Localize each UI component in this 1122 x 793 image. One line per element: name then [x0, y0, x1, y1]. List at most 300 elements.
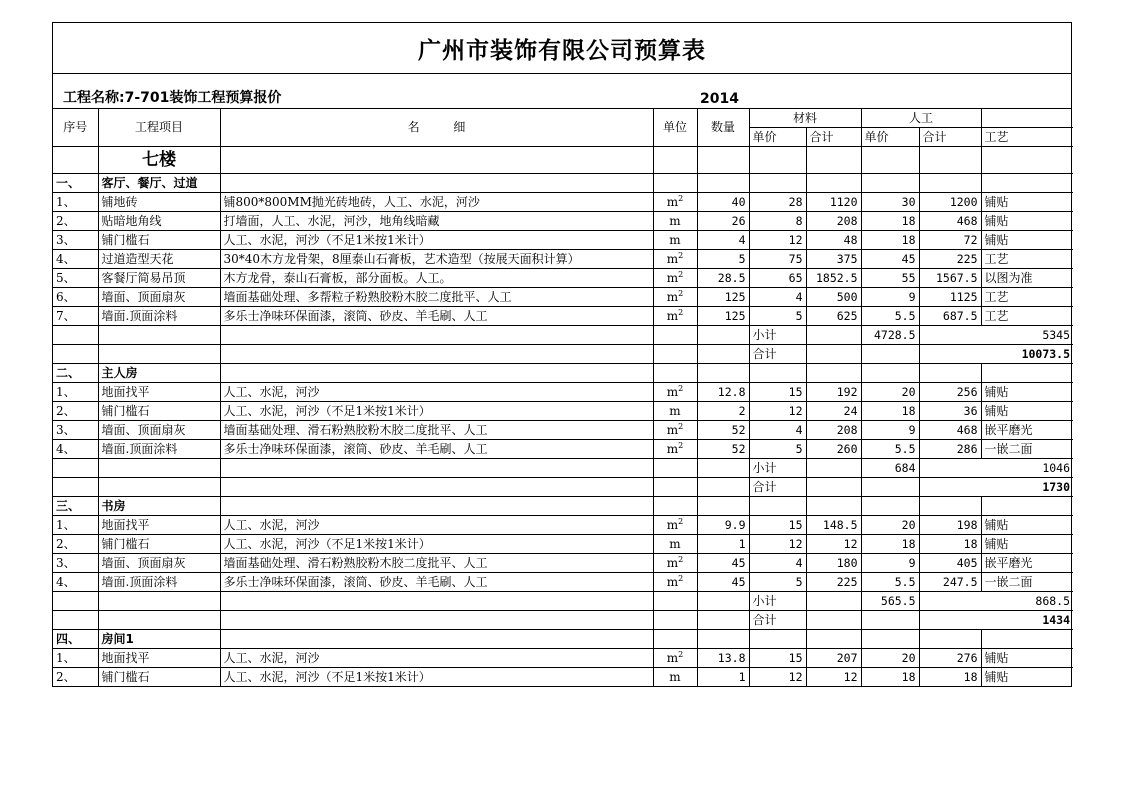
empty-cell	[861, 497, 919, 516]
section-name: 房间1	[98, 630, 220, 649]
row-labor-unit-price: 9	[861, 421, 919, 440]
row-labor-total: 72	[919, 231, 981, 250]
empty-cell	[697, 459, 749, 478]
row-craft: 铺贴	[981, 212, 1073, 231]
row-material-unit-price: 8	[749, 212, 806, 231]
unit-text: m	[669, 403, 681, 418]
row-qty: 1	[697, 535, 749, 554]
empty-cell	[919, 630, 981, 649]
empty-cell	[749, 174, 806, 193]
empty-cell	[697, 497, 749, 516]
unit-text: m	[666, 441, 679, 456]
unit-text: m	[666, 650, 679, 665]
row-material-total: 192	[806, 383, 861, 402]
row-detail: 人工、水泥，河沙	[220, 516, 653, 535]
row-detail: 人工、水泥，河沙（不足1米按1米计）	[220, 535, 653, 554]
row-craft: 铺贴	[981, 193, 1073, 212]
row-number: 5、	[53, 269, 98, 288]
row-qty: 12.8	[697, 383, 749, 402]
row-labor-unit-price: 30	[861, 193, 919, 212]
empty-cell	[220, 174, 653, 193]
unit-text: m	[666, 270, 679, 285]
empty-cell	[806, 364, 861, 383]
row-material-unit-price: 5	[749, 440, 806, 459]
row-material-total: 225	[806, 573, 861, 592]
empty-cell	[653, 630, 697, 649]
empty-cell	[919, 497, 981, 516]
empty-cell	[861, 364, 919, 383]
row-material-unit-price: 15	[749, 649, 806, 668]
row-unit	[653, 516, 697, 535]
row-labor-unit-price: 18	[861, 535, 919, 554]
row-unit	[653, 212, 697, 231]
row-unit	[653, 250, 697, 269]
row-labor-unit-price: 20	[861, 516, 919, 535]
budget-sheet	[52, 22, 1072, 687]
table-row	[53, 212, 1073, 231]
empty-cell	[220, 459, 653, 478]
row-labor-total: 405	[919, 554, 981, 573]
subtotal-label: 小计	[749, 326, 806, 345]
empty-cell	[919, 174, 981, 193]
empty-cell	[806, 326, 861, 345]
row-detail: 多乐士净味环保面漆，滚筒、砂皮、羊毛刷、人工	[220, 573, 653, 592]
empty-cell	[697, 611, 749, 630]
row-detail: 打墙面，人工、水泥，河沙，地角线暗藏	[220, 212, 653, 231]
row-item: 铺门槛石	[98, 535, 220, 554]
row-unit	[653, 288, 697, 307]
row-number: 6、	[53, 288, 98, 307]
subtotal-labor: 5345	[919, 326, 1073, 345]
row-detail: 墙面基础处理、滑石粉熟胶粉木胶二度批平、人工	[220, 421, 653, 440]
row-craft: 铺贴	[981, 649, 1073, 668]
row-item: 铺地砖	[98, 193, 220, 212]
table-row	[53, 535, 1073, 554]
unit-text: m	[666, 422, 679, 437]
row-item: 墙面.顶面涂料	[98, 307, 220, 326]
subtotal-labor: 1046	[919, 459, 1073, 478]
empty-cell	[653, 364, 697, 383]
header-qty: 数量	[697, 109, 749, 147]
unit-text: m	[666, 251, 679, 266]
row-labor-unit-price: 5.5	[861, 573, 919, 592]
header-blank	[981, 109, 1073, 128]
empty-cell	[653, 174, 697, 193]
empty-cell	[806, 478, 861, 497]
row-labor-total: 36	[919, 402, 981, 421]
empty-cell	[861, 478, 919, 497]
subtotal-row	[53, 326, 1073, 345]
row-material-total: 207	[806, 649, 861, 668]
empty-cell	[861, 174, 919, 193]
row-qty: 13.8	[697, 649, 749, 668]
row-labor-unit-price: 18	[861, 668, 919, 687]
empty-cell	[697, 592, 749, 611]
empty-cell	[653, 611, 697, 630]
header-material-unit-price: 单价	[749, 128, 806, 147]
empty-cell	[53, 611, 98, 630]
row-unit	[653, 402, 697, 421]
row-labor-unit-price: 9	[861, 554, 919, 573]
unit-superscript: 2	[678, 649, 684, 659]
row-material-unit-price: 4	[749, 421, 806, 440]
row-labor-unit-price: 45	[861, 250, 919, 269]
row-material-total: 24	[806, 402, 861, 421]
empty-cell	[53, 345, 98, 364]
subtotal-row	[53, 459, 1073, 478]
empty-cell	[697, 478, 749, 497]
unit-superscript: 2	[678, 440, 684, 450]
empty-cell	[749, 497, 806, 516]
row-qty: 5	[697, 250, 749, 269]
unit-superscript: 2	[678, 269, 684, 279]
row-detail: 墙面基础处理、多帮粒子粉熟胶粉木胶二度批平、人工	[220, 288, 653, 307]
row-number: 1、	[53, 649, 98, 668]
row-material-total: 208	[806, 212, 861, 231]
row-craft: 铺贴	[981, 402, 1073, 421]
table-row	[53, 516, 1073, 535]
table-row	[53, 402, 1073, 421]
row-unit	[653, 573, 697, 592]
row-number: 2、	[53, 402, 98, 421]
header-material-total: 合计	[806, 128, 861, 147]
row-craft: 铺贴	[981, 383, 1073, 402]
unit-text: m	[666, 289, 679, 304]
row-labor-total: 1125	[919, 288, 981, 307]
row-material-unit-price: 15	[749, 516, 806, 535]
empty-cell	[697, 345, 749, 364]
unit-superscript: 2	[678, 573, 684, 583]
row-material-unit-price: 75	[749, 250, 806, 269]
row-material-total: 180	[806, 554, 861, 573]
row-material-total: 208	[806, 421, 861, 440]
table-row	[53, 573, 1073, 592]
section-number: 四、	[53, 630, 98, 649]
row-labor-unit-price: 5.5	[861, 440, 919, 459]
empty-cell	[653, 592, 697, 611]
row-number: 4、	[53, 250, 98, 269]
row-number: 1、	[53, 193, 98, 212]
row-qty: 2	[697, 402, 749, 421]
row-unit	[653, 307, 697, 326]
subtotal-material: 684	[861, 459, 919, 478]
row-material-total: 1852.5	[806, 269, 861, 288]
empty-cell	[98, 592, 220, 611]
row-qty: 125	[697, 307, 749, 326]
empty-cell	[53, 459, 98, 478]
row-material-total: 48	[806, 231, 861, 250]
row-detail: 30*40木方龙骨架，8厘泰山石膏板，艺术造型（按展天面积计算）	[220, 250, 653, 269]
row-item: 墙面.顶面涂料	[98, 440, 220, 459]
row-labor-total: 468	[919, 421, 981, 440]
empty-cell	[220, 345, 653, 364]
row-unit	[653, 554, 697, 573]
empty-cell	[806, 497, 861, 516]
empty-cell	[806, 174, 861, 193]
section-name: 书房	[98, 497, 220, 516]
table-row	[53, 440, 1073, 459]
section-name: 客厅、餐厅、过道	[98, 174, 220, 193]
empty-cell	[981, 497, 1073, 516]
row-unit	[653, 649, 697, 668]
row-labor-total: 286	[919, 440, 981, 459]
empty-cell	[749, 630, 806, 649]
total-label: 合计	[749, 478, 806, 497]
empty-cell	[98, 326, 220, 345]
row-material-total: 148.5	[806, 516, 861, 535]
row-item: 过道造型天花	[98, 250, 220, 269]
row-material-unit-price: 5	[749, 307, 806, 326]
empty-cell	[220, 630, 653, 649]
row-labor-total: 1567.5	[919, 269, 981, 288]
row-number: 3、	[53, 421, 98, 440]
row-labor-unit-price: 18	[861, 212, 919, 231]
row-detail: 木方龙骨，泰山石膏板，部分面板。人工。	[220, 269, 653, 288]
row-qty: 28.5	[697, 269, 749, 288]
unit-text: m	[666, 517, 679, 532]
unit-superscript: 2	[678, 516, 684, 526]
unit-superscript: 2	[678, 383, 684, 393]
row-material-total: 12	[806, 535, 861, 554]
row-number: 3、	[53, 231, 98, 250]
row-craft: 工艺	[981, 307, 1073, 326]
row-detail: 墙面基础处理、滑石粉熟胶粉木胶二度批平、人工	[220, 554, 653, 573]
empty-cell	[981, 364, 1073, 383]
row-detail: 人工、水泥，河沙	[220, 649, 653, 668]
row-qty: 9.9	[697, 516, 749, 535]
project-year: 2014	[700, 91, 739, 107]
total-value: 10073.5	[919, 345, 1073, 364]
row-number: 3、	[53, 554, 98, 573]
empty-cell	[861, 611, 919, 630]
empty-cell	[98, 478, 220, 497]
row-material-total: 260	[806, 440, 861, 459]
row-item: 贴暗地角线	[98, 212, 220, 231]
row-material-unit-price: 12	[749, 535, 806, 554]
table-row	[53, 269, 1073, 288]
row-qty: 26	[697, 212, 749, 231]
header-row-1	[53, 109, 1073, 128]
row-craft: 以图为准	[981, 269, 1073, 288]
row-unit	[653, 668, 697, 687]
row-labor-unit-price: 18	[861, 231, 919, 250]
total-value: 1434	[919, 611, 1073, 630]
row-craft: 一嵌二面	[981, 440, 1073, 459]
row-labor-total: 256	[919, 383, 981, 402]
row-craft: 铺贴	[981, 535, 1073, 554]
table-row	[53, 668, 1073, 687]
total-label: 合计	[749, 611, 806, 630]
empty-cell	[98, 459, 220, 478]
row-craft: 铺贴	[981, 668, 1073, 687]
subtotal-row	[53, 592, 1073, 611]
row-item: 铺门槛石	[98, 231, 220, 250]
empty-cell	[653, 459, 697, 478]
section-row	[53, 497, 1073, 516]
section-number: 三、	[53, 497, 98, 516]
empty-cell	[53, 478, 98, 497]
row-labor-total: 198	[919, 516, 981, 535]
row-item: 地面找平	[98, 516, 220, 535]
section-name: 主人房	[98, 364, 220, 383]
unit-text: m	[669, 232, 681, 247]
empty-cell	[861, 630, 919, 649]
row-labor-total: 247.5	[919, 573, 981, 592]
row-qty: 52	[697, 440, 749, 459]
row-detail: 人工、水泥，河沙	[220, 383, 653, 402]
header-material: 材料	[749, 109, 861, 128]
row-material-unit-price: 28	[749, 193, 806, 212]
table-row	[53, 307, 1073, 326]
row-material-unit-price: 15	[749, 383, 806, 402]
empty-cell	[981, 174, 1073, 193]
row-labor-unit-price: 20	[861, 383, 919, 402]
unit-text: m	[669, 536, 681, 551]
row-number: 7、	[53, 307, 98, 326]
empty-cell	[220, 326, 653, 345]
table-row	[53, 554, 1073, 573]
table-row	[53, 649, 1073, 668]
row-craft: 嵌平磨光	[981, 421, 1073, 440]
row-unit	[653, 193, 697, 212]
unit-superscript: 2	[678, 250, 684, 260]
total-row	[53, 345, 1073, 364]
header-detail: 名 细	[220, 109, 653, 147]
empty-cell	[919, 364, 981, 383]
unit-text: m	[666, 384, 679, 399]
row-craft: 铺贴	[981, 231, 1073, 250]
row-number: 4、	[53, 573, 98, 592]
header-labor: 人工	[861, 109, 981, 128]
row-labor-total: 225	[919, 250, 981, 269]
row-unit	[653, 231, 697, 250]
row-material-unit-price: 12	[749, 668, 806, 687]
empty-cell	[53, 326, 98, 345]
unit-superscript: 2	[678, 288, 684, 298]
empty-cell	[98, 345, 220, 364]
empty-cell	[806, 459, 861, 478]
row-material-total: 1120	[806, 193, 861, 212]
row-labor-total: 18	[919, 668, 981, 687]
subtotal-label: 小计	[749, 592, 806, 611]
row-craft: 嵌平磨光	[981, 554, 1073, 573]
row-detail: 多乐士净味环保面漆，滚筒、砂皮、羊毛刷、人工	[220, 307, 653, 326]
section-row	[53, 174, 1073, 193]
empty-cell	[697, 630, 749, 649]
empty-cell	[806, 345, 861, 364]
row-number: 2、	[53, 212, 98, 231]
empty-cell	[98, 611, 220, 630]
table-row	[53, 288, 1073, 307]
row-item: 地面找平	[98, 649, 220, 668]
row-detail: 人工、水泥，河沙（不足1米按1米计）	[220, 231, 653, 250]
project-row	[53, 74, 1071, 109]
row-craft: 工艺	[981, 250, 1073, 269]
row-qty: 1	[697, 668, 749, 687]
row-item: 客餐厅简易吊顶	[98, 269, 220, 288]
row-material-total: 375	[806, 250, 861, 269]
row-unit	[653, 383, 697, 402]
floor-row	[53, 147, 1073, 174]
row-unit	[653, 440, 697, 459]
row-labor-total: 468	[919, 212, 981, 231]
empty-cell	[220, 592, 653, 611]
empty-cell	[653, 326, 697, 345]
floor-label: 七楼	[98, 147, 220, 174]
header-craft: 工艺	[981, 128, 1073, 147]
row-number: 1、	[53, 516, 98, 535]
empty-cell	[653, 497, 697, 516]
subtotal-material: 4728.5	[861, 326, 919, 345]
header-item: 工程项目	[98, 109, 220, 147]
empty-cell	[697, 326, 749, 345]
row-item: 地面找平	[98, 383, 220, 402]
row-unit	[653, 421, 697, 440]
row-material-total: 625	[806, 307, 861, 326]
row-labor-unit-price: 55	[861, 269, 919, 288]
table-row	[53, 421, 1073, 440]
row-labor-total: 276	[919, 649, 981, 668]
row-item: 墙面、顶面扇灰	[98, 554, 220, 573]
row-number: 1、	[53, 383, 98, 402]
empty-cell	[806, 611, 861, 630]
row-material-unit-price: 65	[749, 269, 806, 288]
row-detail: 人工、水泥，河沙（不足1米按1米计）	[220, 668, 653, 687]
row-craft: 工艺	[981, 288, 1073, 307]
row-craft: 铺贴	[981, 516, 1073, 535]
row-qty: 45	[697, 554, 749, 573]
row-item: 墙面、顶面扇灰	[98, 421, 220, 440]
row-material-unit-price: 4	[749, 554, 806, 573]
row-labor-unit-price: 5.5	[861, 307, 919, 326]
subtotal-labor: 868.5	[919, 592, 1073, 611]
unit-text: m	[666, 308, 679, 323]
row-labor-total: 687.5	[919, 307, 981, 326]
empty-cell	[981, 630, 1073, 649]
row-number: 2、	[53, 668, 98, 687]
row-qty: 125	[697, 288, 749, 307]
row-material-unit-price: 12	[749, 231, 806, 250]
unit-superscript: 2	[678, 554, 684, 564]
row-detail: 多乐士净味环保面漆，滚筒、砂皮、羊毛刷、人工	[220, 440, 653, 459]
project-name: 工程名称:7-701装饰工程预算报价	[63, 90, 282, 106]
row-item: 铺门槛石	[98, 402, 220, 421]
table-row	[53, 193, 1073, 212]
row-item: 墙面.顶面涂料	[98, 573, 220, 592]
sheet-title: 广州市装饰有限公司预算表	[53, 23, 1071, 74]
empty-cell	[220, 364, 653, 383]
row-item: 铺门槛石	[98, 668, 220, 687]
budget-table	[53, 109, 1073, 686]
section-row	[53, 630, 1073, 649]
empty-cell	[861, 345, 919, 364]
row-material-total: 12	[806, 668, 861, 687]
empty-cell	[220, 611, 653, 630]
row-labor-unit-price: 20	[861, 649, 919, 668]
empty-cell	[749, 364, 806, 383]
unit-text: m	[666, 574, 679, 589]
empty-cell	[697, 174, 749, 193]
unit-text: m	[669, 669, 681, 684]
header-labor-unit-price: 单价	[861, 128, 919, 147]
empty-cell	[220, 497, 653, 516]
row-qty: 52	[697, 421, 749, 440]
unit-text: m	[666, 194, 679, 209]
section-row	[53, 364, 1073, 383]
total-row	[53, 478, 1073, 497]
header-no: 序号	[53, 109, 98, 147]
row-craft: 一嵌二面	[981, 573, 1073, 592]
